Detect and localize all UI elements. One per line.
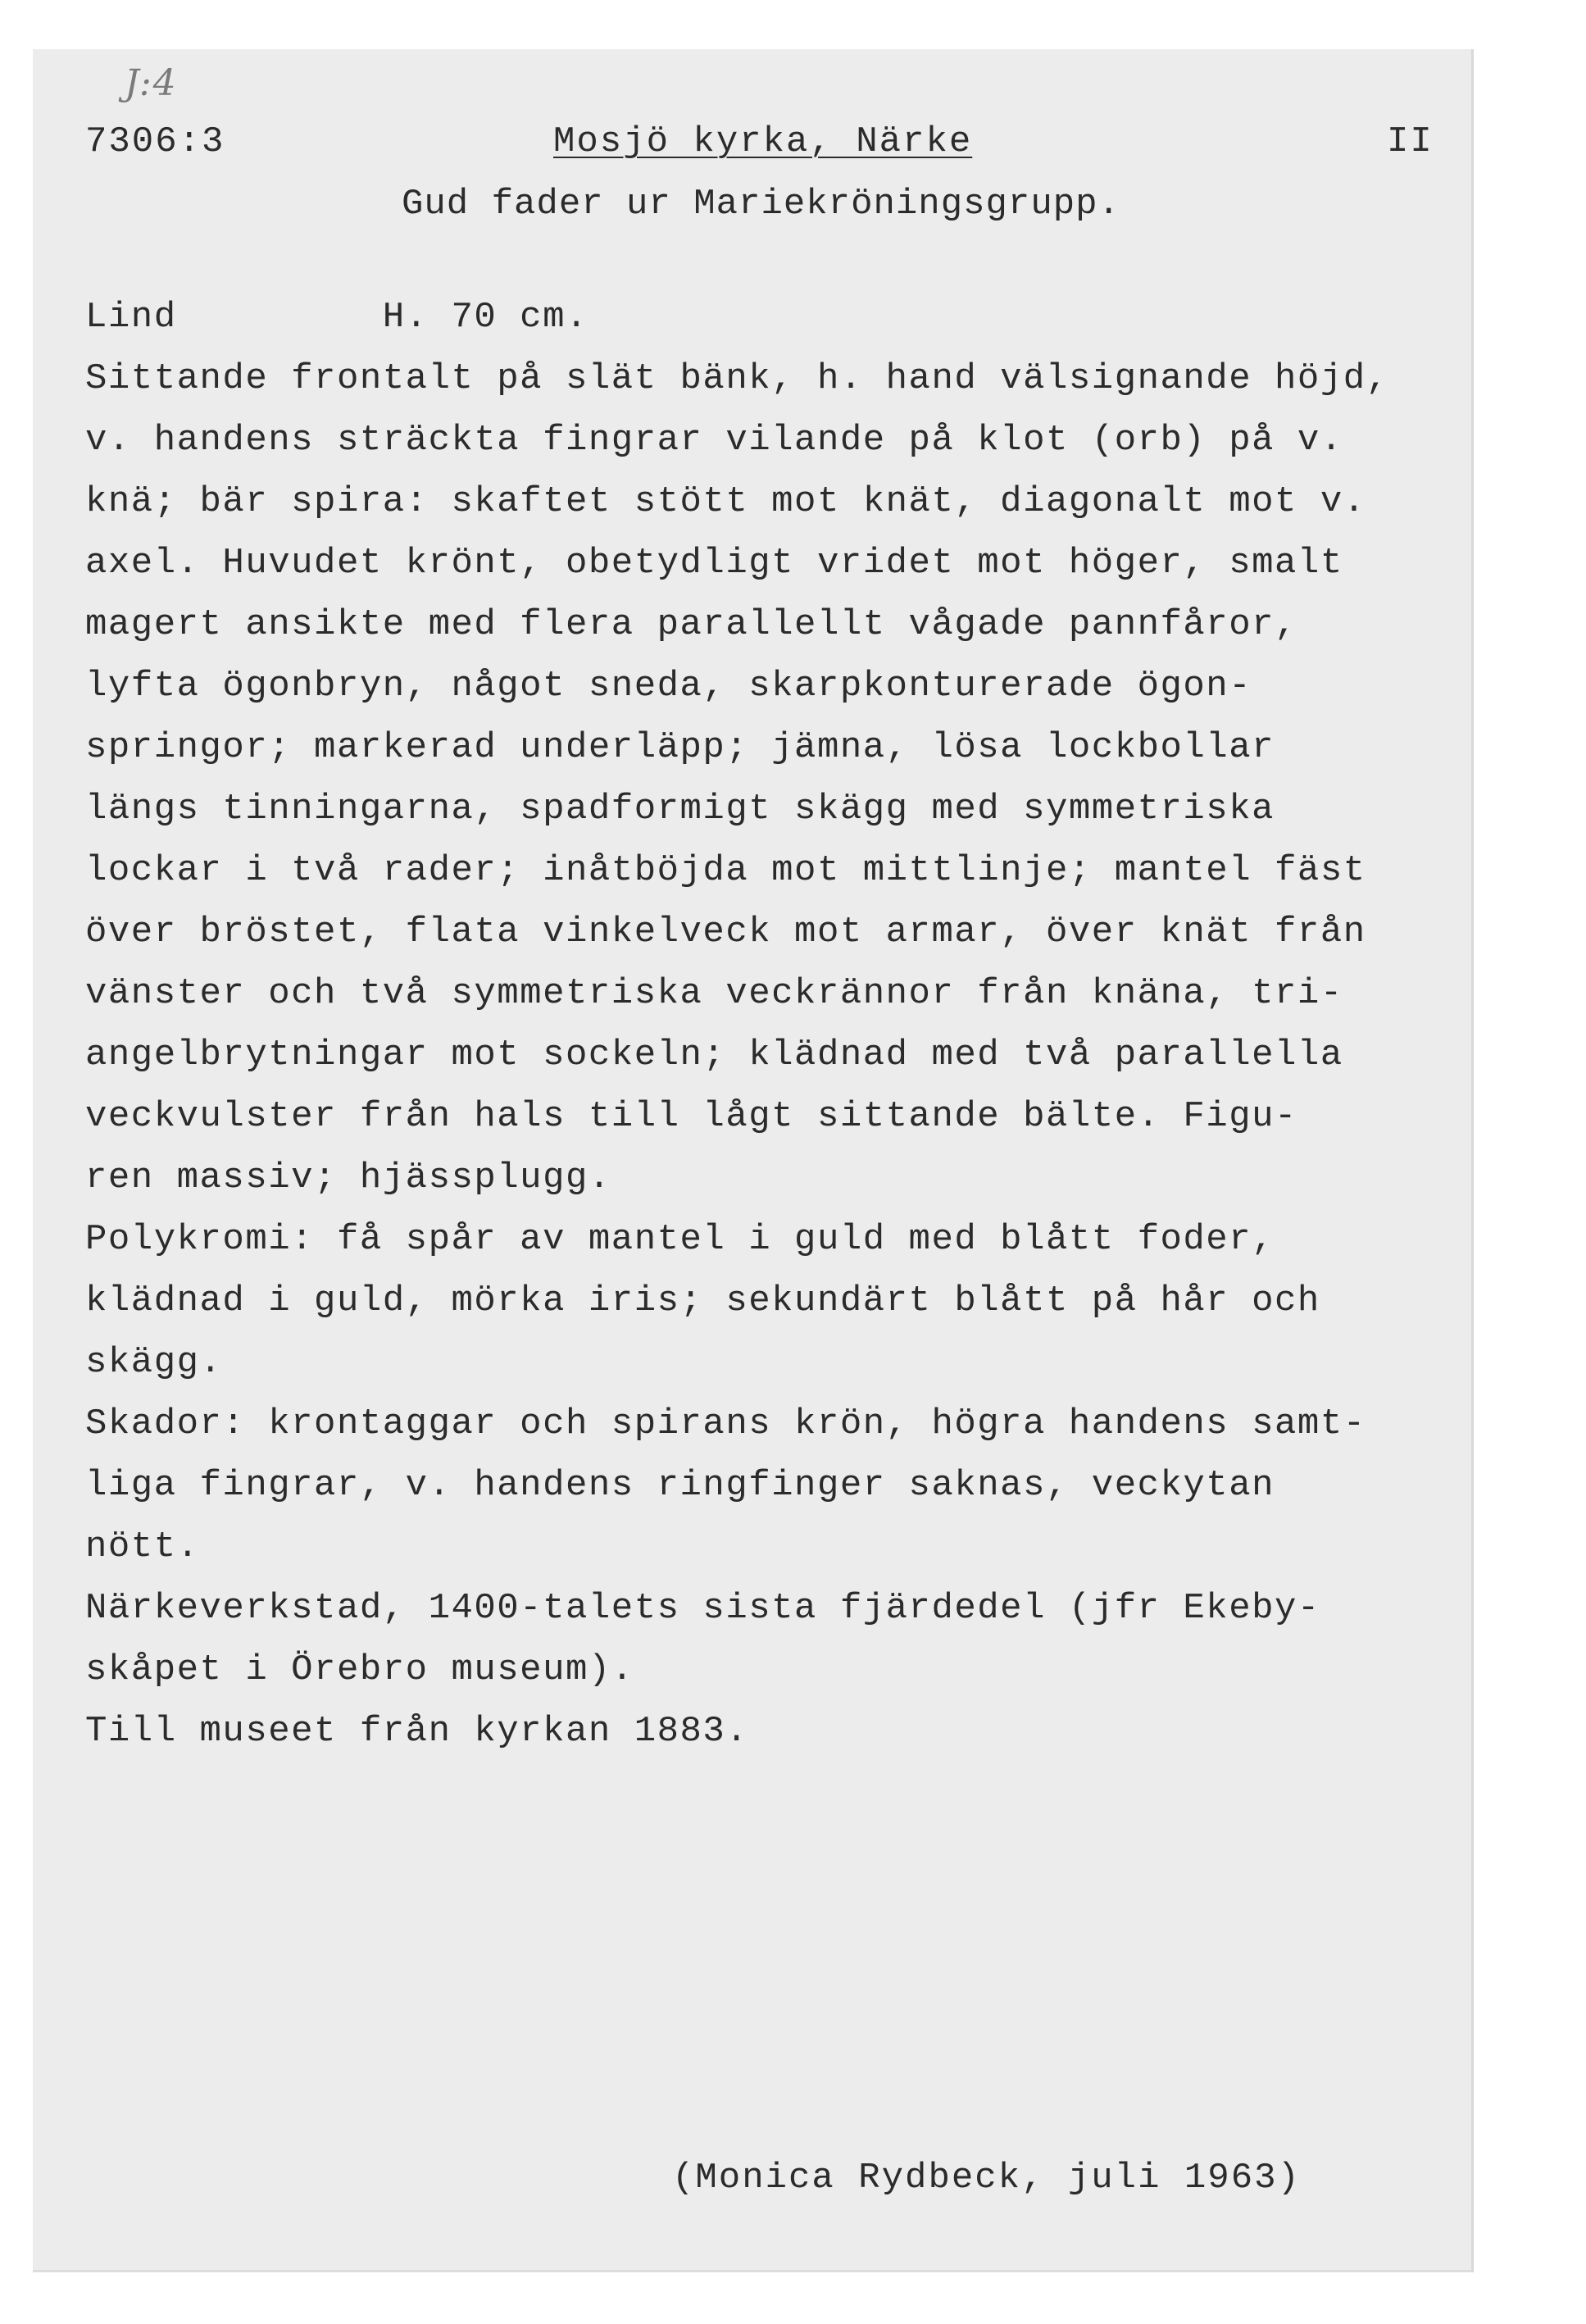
text-line: lyfta ögonbryn, något sneda, skarpkonturerade ögon- [85,666,1252,707]
text-line: skägg. [85,1342,223,1383]
sheet-number: II [1387,121,1434,162]
card-title: Mosjö kyrka, Närke [553,121,973,162]
text-line: Sittande frontalt på slät bänk, h. hand välsignande höjd, [85,358,1389,399]
handwritten-note: J:4 [125,62,178,104]
text-line: veckvulster från hals till lågt sittande bälte. Figu- [85,1096,1297,1137]
text-line: Till museet från kyrkan 1883. [85,1711,749,1752]
text-line: Polykromi: få spår av mantel i guld med blått foder, [85,1219,1275,1260]
card-number: 7306:3 [85,121,225,162]
text-line: över bröstet, flata vinkelveck mot armar, över knät från [85,912,1366,953]
text-line: v. handens sträckta fingrar vilande på klot (orb) på v. [85,420,1343,461]
text-line: vänster och två symmetriska veckrännor från knäna, tri- [85,973,1343,1014]
author-signature: (Monica Rydbeck, juli 1963) [672,2158,1301,2199]
text-line: axel. Huvudet krönt, obetydligt vridet mot höger, smalt [85,543,1343,584]
text-line: magert ansikte med flera parallellt vågade pannfåror, [85,604,1297,645]
description-text [85,287,1479,1762]
text-line: angelbrytningar mot sockeln; klädnad med två parallella [85,1035,1343,1076]
text-line: liga fingrar, v. handens ringfinger saknas, veckytan [85,1465,1275,1506]
card-subtitle: Gud fader ur Mariekröningsgrupp. [402,184,1120,225]
text-line: klädnad i guld, mörka iris; sekundärt blått på hår och [85,1280,1320,1321]
text-line: längs tinningarna, spadformigt skägg med symmetriska [85,789,1275,830]
text-line: Skador: krontaggar och spirans krön, högra handens samt- [85,1403,1366,1444]
text-line: ren massiv; hjässplugg. [85,1157,611,1198]
text-line: knä; bär spira: skaftet stött mot knät, diagonalt mot v. [85,481,1366,522]
text-line: nött. [85,1526,200,1567]
index-card [33,49,1474,2272]
text-line: lockar i två rader; inåtböjda mot mittlinje; mantel fäst [85,850,1366,891]
text-line: springor; markerad underläpp; jämna, lösa lockbollar [85,727,1275,768]
text-line: Lind H. 70 cm. [85,297,589,338]
text-line: Närkeverkstad, 1400-talets sista fjärdedel (jfr Ekeby- [85,1588,1320,1629]
text-line: skåpet i Örebro museum). [85,1649,634,1690]
